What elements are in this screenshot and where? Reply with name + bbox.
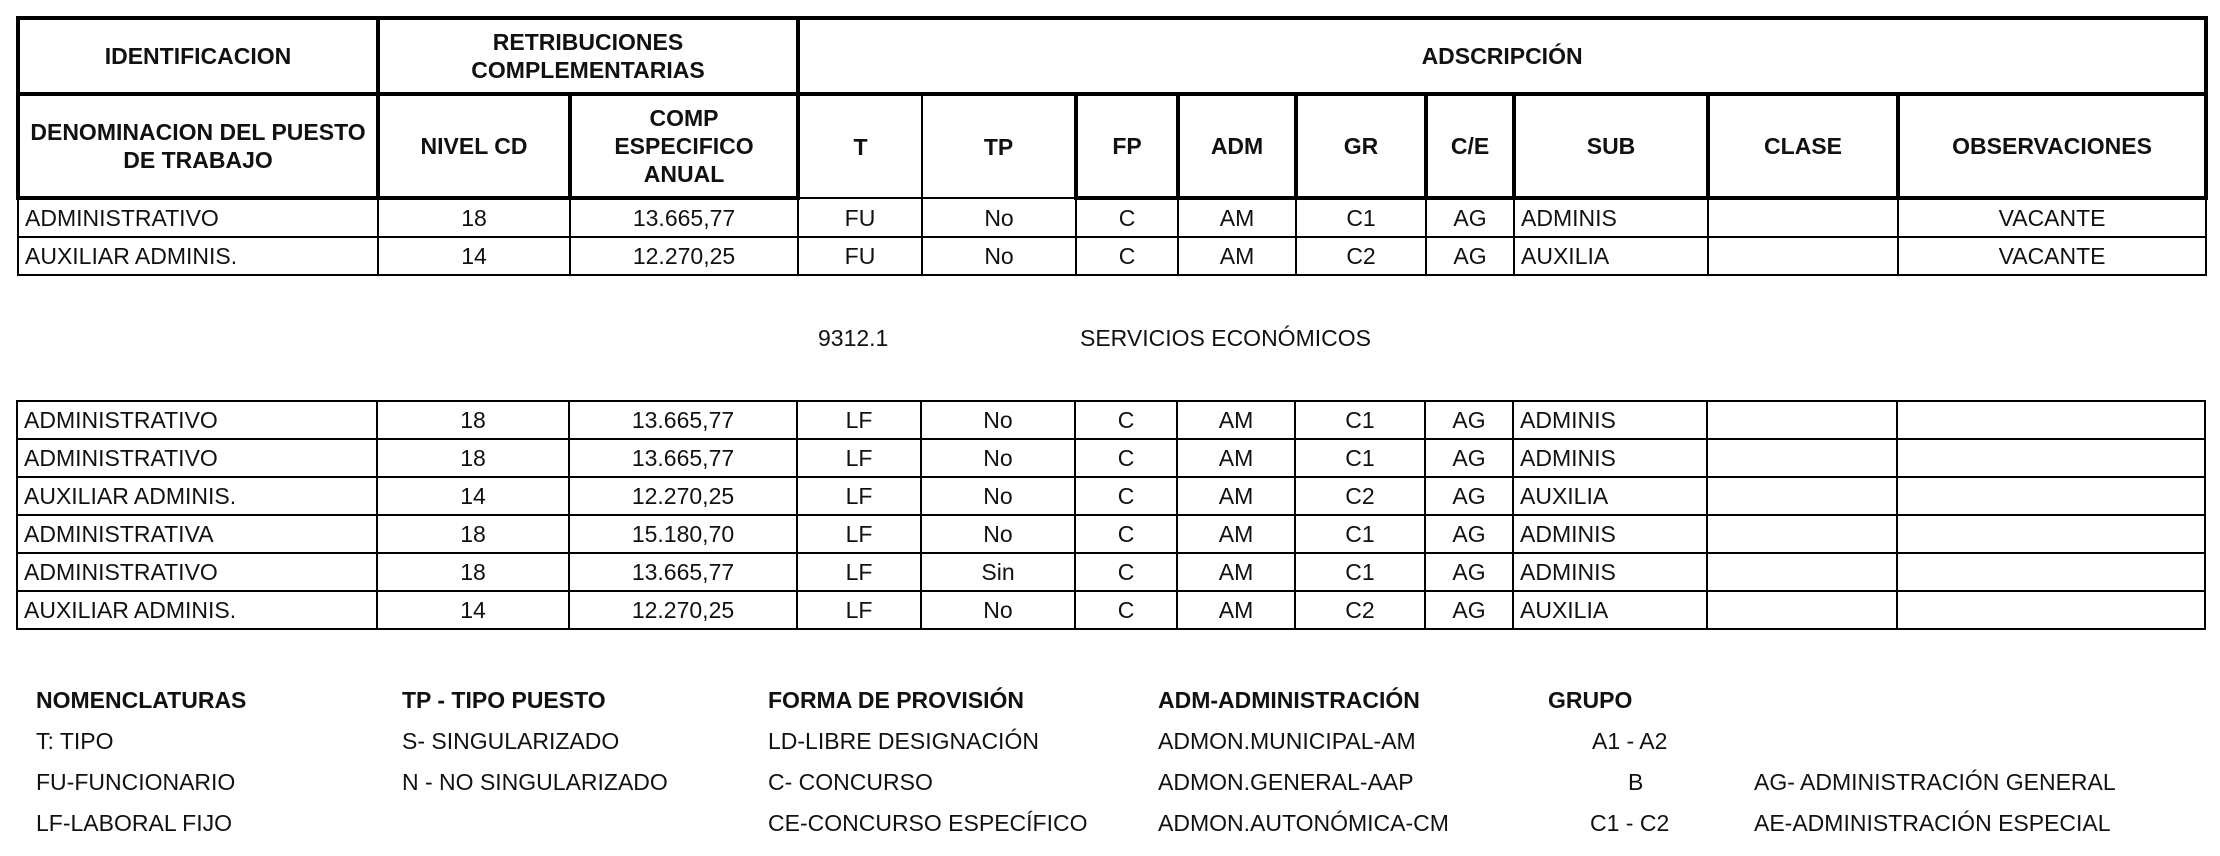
table-cell: 14	[377, 477, 569, 515]
table-cell: AUXILIAR ADMINIS.	[17, 477, 377, 515]
table-cell: AM	[1177, 553, 1295, 591]
table-cell: 15.180,70	[569, 515, 797, 553]
table-cell	[1707, 439, 1897, 477]
table-cell: AM	[1177, 477, 1295, 515]
table-cell: AG	[1425, 401, 1513, 439]
legend-item: C1 - C2	[1590, 810, 1670, 836]
table-cell: No	[921, 439, 1075, 477]
table-cell: AM	[1177, 591, 1295, 629]
col-ce: C/E	[1426, 94, 1514, 198]
table-row	[17, 477, 2205, 515]
legend-item: CE-CONCURSO ESPECÍFICO	[768, 810, 1088, 836]
table-cell: C	[1075, 477, 1177, 515]
bottom-rows	[17, 401, 2205, 629]
table-cell: AG	[1425, 553, 1513, 591]
col-sub: SUB	[1514, 94, 1708, 198]
table-cell: C	[1076, 198, 1178, 237]
table-cell: 18	[377, 553, 569, 591]
legend-administracion	[1158, 680, 1449, 844]
table-cell: C1	[1295, 401, 1425, 439]
table-cell	[1897, 439, 2205, 477]
col-comp-especifico: COMP ESPECIFICO ANUAL	[570, 94, 798, 198]
table-cell	[1708, 198, 1898, 237]
table-cell: C	[1075, 591, 1177, 629]
group-adscripcion: ADSCRIPCIÓN	[798, 18, 2206, 94]
table-cell: 14	[377, 591, 569, 629]
legend-item: ADMON.AUTONÓMICA-CM	[1158, 810, 1449, 836]
table-cell	[1707, 553, 1897, 591]
table-cell: ADMINISTRATIVO	[18, 198, 378, 237]
table-cell: 13.665,77	[569, 439, 797, 477]
table-cell: ADMINIS	[1513, 553, 1707, 591]
table-cell: AG	[1425, 477, 1513, 515]
table-cell: AG	[1425, 515, 1513, 553]
table-cell: C	[1075, 401, 1177, 439]
legend-title: TP - TIPO PUESTO	[402, 687, 606, 713]
legend-item: B	[1628, 769, 1644, 795]
table-cell: C	[1075, 439, 1177, 477]
table-cell: ADMINIS	[1514, 198, 1708, 237]
table-cell: FU	[798, 237, 922, 275]
col-observaciones: OBSERVACIONES	[1898, 94, 2206, 198]
table-cell: 12.270,25	[569, 591, 797, 629]
table-cell: 13.665,77	[569, 401, 797, 439]
table-cell	[1707, 591, 1897, 629]
legend-item: A1 - A2	[1592, 728, 1668, 754]
col-nivel-cd: NIVEL CD	[378, 94, 570, 198]
table-cell: 13.665,77	[570, 198, 798, 237]
table-row	[18, 198, 2206, 237]
legend-item: T: TIPO	[36, 728, 114, 754]
table-cell: C2	[1296, 237, 1426, 275]
table-cell: AM	[1178, 237, 1296, 275]
table-cell: ADMINISTRATIVO	[17, 553, 377, 591]
legend-item: N - NO SINGULARIZADO	[402, 769, 668, 795]
legend-title: FORMA DE PROVISIÓN	[768, 687, 1024, 713]
table-cell	[1897, 553, 2205, 591]
table-cell: C1	[1295, 553, 1425, 591]
table-cell	[1897, 401, 2205, 439]
table-cell: AG	[1425, 591, 1513, 629]
legend-grupo	[1548, 680, 1718, 844]
table-cell: C2	[1295, 591, 1425, 629]
table-cell: VACANTE	[1898, 237, 2206, 275]
table-cell: LF	[797, 591, 921, 629]
legend-item: AE-ADMINISTRACIÓN ESPECIAL	[1754, 810, 2111, 836]
table-cell: C1	[1296, 198, 1426, 237]
table-cell	[1707, 477, 1897, 515]
table-row	[17, 591, 2205, 629]
legend-title: ADM-ADMINISTRACIÓN	[1158, 687, 1420, 713]
group-identificacion: IDENTIFICACION	[18, 18, 378, 94]
table-row	[17, 515, 2205, 553]
table-cell: ADMINISTRATIVO	[17, 401, 377, 439]
table-cell: AM	[1178, 198, 1296, 237]
table-cell	[1897, 591, 2205, 629]
legend-tipo-puesto	[402, 680, 668, 803]
col-adm: ADM	[1178, 94, 1296, 198]
group-retribuciones: RETRIBUCIONES COMPLEMENTARIAS	[378, 18, 798, 94]
table-cell: LF	[797, 553, 921, 591]
table-cell: ADMINIS	[1513, 439, 1707, 477]
table-cell: C	[1075, 515, 1177, 553]
section-name: SERVICIOS ECONÓMICOS	[1080, 325, 1371, 351]
table-cell: LF	[797, 477, 921, 515]
legend-item: ADMON.GENERAL-AAP	[1158, 769, 1414, 795]
table-cell: 18	[377, 439, 569, 477]
table-cell: 14	[378, 237, 570, 275]
section-label	[0, 325, 2220, 361]
legend-item: C- CONCURSO	[768, 769, 933, 795]
table-cell: No	[921, 477, 1075, 515]
table-cell: AM	[1177, 401, 1295, 439]
table-cell: AUXILIA	[1513, 591, 1707, 629]
col-gr: GR	[1296, 94, 1426, 198]
table-row	[18, 237, 2206, 275]
table-row	[17, 439, 2205, 477]
table-cell: ADMINIS	[1513, 401, 1707, 439]
table-cell: LF	[797, 439, 921, 477]
table-cell: C	[1076, 237, 1178, 275]
table-cell: 12.270,25	[569, 477, 797, 515]
table-cell	[1707, 401, 1897, 439]
table-cell: Sin	[921, 553, 1075, 591]
table-cell	[1897, 477, 2205, 515]
table-cell: No	[921, 515, 1075, 553]
table-cell: No	[922, 237, 1076, 275]
table-cell: 12.270,25	[570, 237, 798, 275]
table-cell: C1	[1295, 515, 1425, 553]
table-cell: 18	[377, 515, 569, 553]
table-cell: LF	[797, 515, 921, 553]
legend-forma-provision	[768, 680, 1087, 844]
table-cell: LF	[797, 401, 921, 439]
table-cell: ADMINISTRATIVA	[17, 515, 377, 553]
table-cell: AUXILIA	[1514, 237, 1708, 275]
legend-item: S- SINGULARIZADO	[402, 728, 620, 754]
table-cell: 13.665,77	[569, 553, 797, 591]
table-row	[17, 401, 2205, 439]
table-cell	[1897, 515, 2205, 553]
header-table	[16, 16, 2208, 276]
legend-grupo-extra	[1754, 762, 2116, 844]
table-cell: AG	[1426, 237, 1514, 275]
legend-title: GRUPO	[1548, 687, 1633, 713]
col-tp: TP	[922, 94, 1076, 198]
top-rows	[18, 198, 2206, 275]
col-denominacion: DENOMINACION DEL PUESTO DE TRABAJO	[18, 94, 378, 198]
col-fp: FP	[1076, 94, 1178, 198]
table-cell: No	[921, 401, 1075, 439]
table-cell: C1	[1295, 439, 1425, 477]
table-cell	[1707, 515, 1897, 553]
legend-item: LF-LABORAL FIJO	[36, 810, 232, 836]
table-cell: ADMINIS	[1513, 515, 1707, 553]
table-cell: No	[921, 591, 1075, 629]
table-row	[17, 553, 2205, 591]
table-cell: VACANTE	[1898, 198, 2206, 237]
table-cell: ADMINISTRATIVO	[17, 439, 377, 477]
table-cell: C	[1075, 553, 1177, 591]
table-cell: C2	[1295, 477, 1425, 515]
table-cell: No	[922, 198, 1076, 237]
table-cell: AUXILIAR ADMINIS.	[17, 591, 377, 629]
table-cell: FU	[798, 198, 922, 237]
body-table	[16, 400, 2206, 630]
table-cell: AUXILIAR ADMINIS.	[18, 237, 378, 275]
table-cell: AG	[1425, 439, 1513, 477]
legend-nomenclaturas	[36, 680, 246, 844]
col-clase: CLASE	[1708, 94, 1898, 198]
section-code: 9312.1	[818, 325, 889, 351]
table-cell: AUXILIA	[1513, 477, 1707, 515]
legend-item: AG- ADMINISTRACIÓN GENERAL	[1754, 769, 2116, 795]
table-cell: AG	[1426, 198, 1514, 237]
legend-title: NOMENCLATURAS	[36, 687, 247, 713]
table-cell: AM	[1177, 515, 1295, 553]
table-cell: 18	[377, 401, 569, 439]
table-cell: 18	[378, 198, 570, 237]
table-cell	[1708, 237, 1898, 275]
legend-item: FU-FUNCIONARIO	[36, 769, 236, 795]
col-t: T	[798, 94, 922, 198]
legend-item: LD-LIBRE DESIGNACIÓN	[768, 728, 1039, 754]
legend-item: ADMON.MUNICIPAL-AM	[1158, 728, 1416, 754]
table-cell: AM	[1177, 439, 1295, 477]
